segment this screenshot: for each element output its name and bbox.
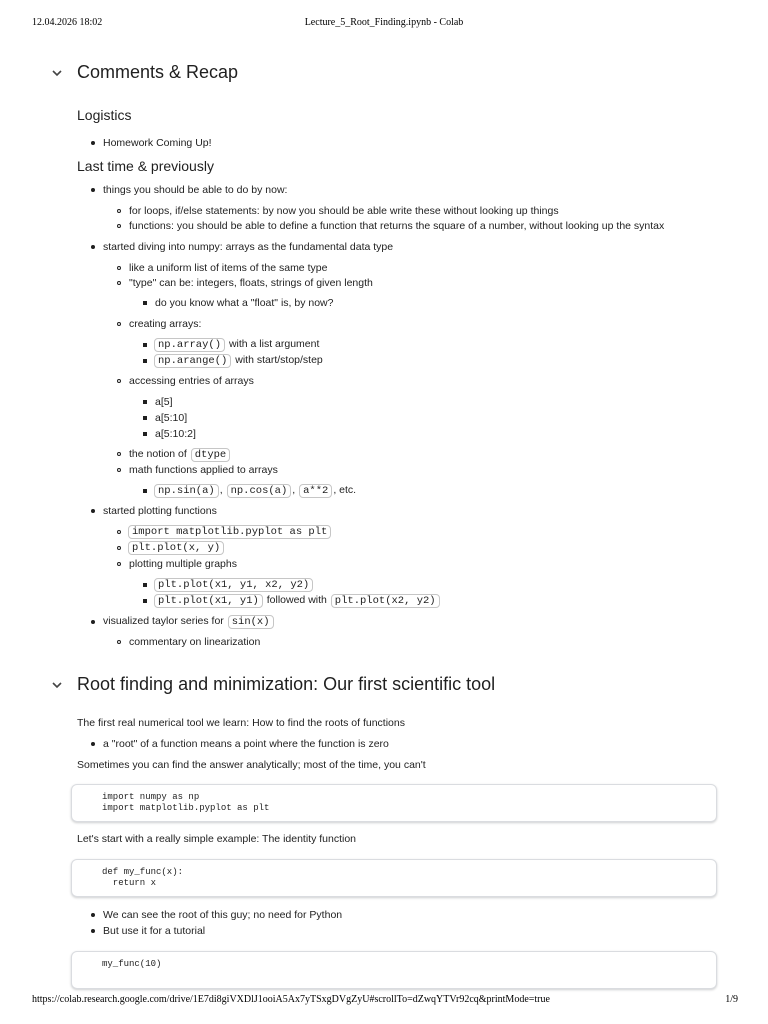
inline-code: np.array() [154,338,225,352]
list-item: a "root" of a function means a point where the function is zero [103,738,389,750]
bullet [91,913,95,917]
bullet [143,583,147,587]
inline-code: np.arange() [154,354,231,368]
separator: , [292,484,296,496]
inline-code: plt.plot(x1, y1, x2, y2) [154,578,313,592]
inline-code: np.cos(a) [227,484,292,498]
bullet [91,141,95,145]
bullet [143,599,147,603]
code-cell[interactable] [71,951,717,989]
inline-code: dtype [191,448,231,462]
item-text: with a list argument [228,338,320,350]
item-text: followed with [266,594,327,606]
code-cell[interactable] [71,859,717,897]
last-time-heading: Last time & previously [77,158,214,174]
item-text: , etc. [333,484,357,496]
item-text: with start/stop/step [235,354,323,366]
bullet [91,509,95,513]
code-cell[interactable] [71,784,717,822]
list-item [153,353,323,368]
list-item: plotting multiple graphs [129,558,237,570]
chevron-down-icon[interactable] [48,676,66,694]
code-line: my_func(10) [102,959,162,969]
bullet [117,379,121,383]
chevron-down-icon[interactable] [48,64,66,82]
code-source [102,959,161,970]
inline-code: plt.plot(x2, y2) [331,594,440,608]
inline-code: a**2 [299,484,332,498]
bullet [91,929,95,933]
list-item [153,593,441,608]
list-item: started diving into numpy: arrays as the fundamental data type [103,241,394,253]
item-text: visualized taylor series for [103,615,224,627]
list-item [103,614,275,629]
list-item: do you know what a "float" is, by now? [155,297,334,309]
code-source [102,792,269,814]
bullet [117,640,121,644]
logistics-heading: Logistics [77,107,132,123]
paragraph: Let's start with a really simple example: The identity function [77,833,357,845]
bullet [143,301,147,305]
print-date: 12.04.2026 18:02 [32,17,103,28]
bullet [117,281,121,285]
bullet [143,489,147,493]
bullet [91,620,95,624]
print-title: Lecture_5_Root_Finding.ipynb - Colab [304,17,464,28]
paragraph: Sometimes you can find the answer analytically; most of the time, you can't [77,759,426,771]
list-item [153,483,356,498]
list-item [127,540,225,555]
bullet [117,209,121,213]
inline-code: import matplotlib.pyplot as plt [128,525,331,539]
section-title: Comments & Recap [77,62,239,82]
inline-code: plt.plot(x, y) [128,541,224,555]
inline-code: np.sin(a) [154,484,219,498]
section-title: Root finding and minimization: Our first scientific tool [77,674,496,694]
bullet [143,400,147,404]
list-item: a[5:10:2] [155,428,196,440]
list-item [153,337,319,352]
bullet [143,416,147,420]
bullet [117,322,121,326]
list-item: a[5:10] [155,412,188,424]
list-item: a[5] [155,396,173,408]
bullet [117,266,121,270]
list-item: But use it for a tutorial [103,925,206,937]
bullet [117,468,121,472]
list-item: like a uniform list of items of the same type [129,262,328,274]
bullet [91,245,95,249]
list-item: math functions applied to arrays [129,464,278,476]
list-item: for loops, if/else statements: by now you should be able write these without looking up things [129,205,559,217]
bullet [117,546,121,550]
bullet [143,432,147,436]
bullet [117,224,121,228]
list-item: functions: you should be able to define a function that returns the square of a number, without looking up the syntax [129,220,665,232]
list-item [127,524,332,539]
list-item: "type" can be: integers, floats, strings of given length [129,277,373,289]
code-line: def my_func(x): [102,867,184,877]
bullet [143,359,147,363]
print-url: https://colab.research.google.com/drive/1E7di8giVXDlJ1ooiA5Ax7yTSxgDVgZyU#scrollTo=dZwqYTVr92cq&printMode=true [32,994,550,1005]
list-item: started plotting functions [103,505,217,517]
separator: , [219,484,223,496]
section-root-finding [48,674,495,695]
list-item [129,447,231,462]
inline-code: plt.plot(x1, y1) [154,594,263,608]
list-item [153,577,314,592]
paragraph: The first real numerical tool we learn: How to find the roots of functions [77,717,405,729]
section-comments-recap [48,62,238,83]
item-text: the notion of [129,448,187,460]
bullet [117,562,121,566]
logistics-item: Homework Coming Up! [103,137,212,149]
inline-code: sin(x) [228,615,274,629]
bullet [91,742,95,746]
list-item: things you should be able to do by now: [103,184,288,196]
code-source [102,867,183,889]
bullet [117,530,121,534]
page-number: 1/9 [725,994,738,1005]
bullet [91,188,95,192]
list-item: creating arrays: [129,318,202,330]
list-item: We can see the root of this guy; no need for Python [103,909,343,921]
list-item: commentary on linearization [129,636,261,648]
code-line: import numpy as np [102,792,200,802]
list-item: accessing entries of arrays [129,375,254,387]
code-line: return x [102,878,157,888]
code-line: import matplotlib.pyplot as plt [102,803,270,813]
bullet [143,343,147,347]
bullet [117,452,121,456]
